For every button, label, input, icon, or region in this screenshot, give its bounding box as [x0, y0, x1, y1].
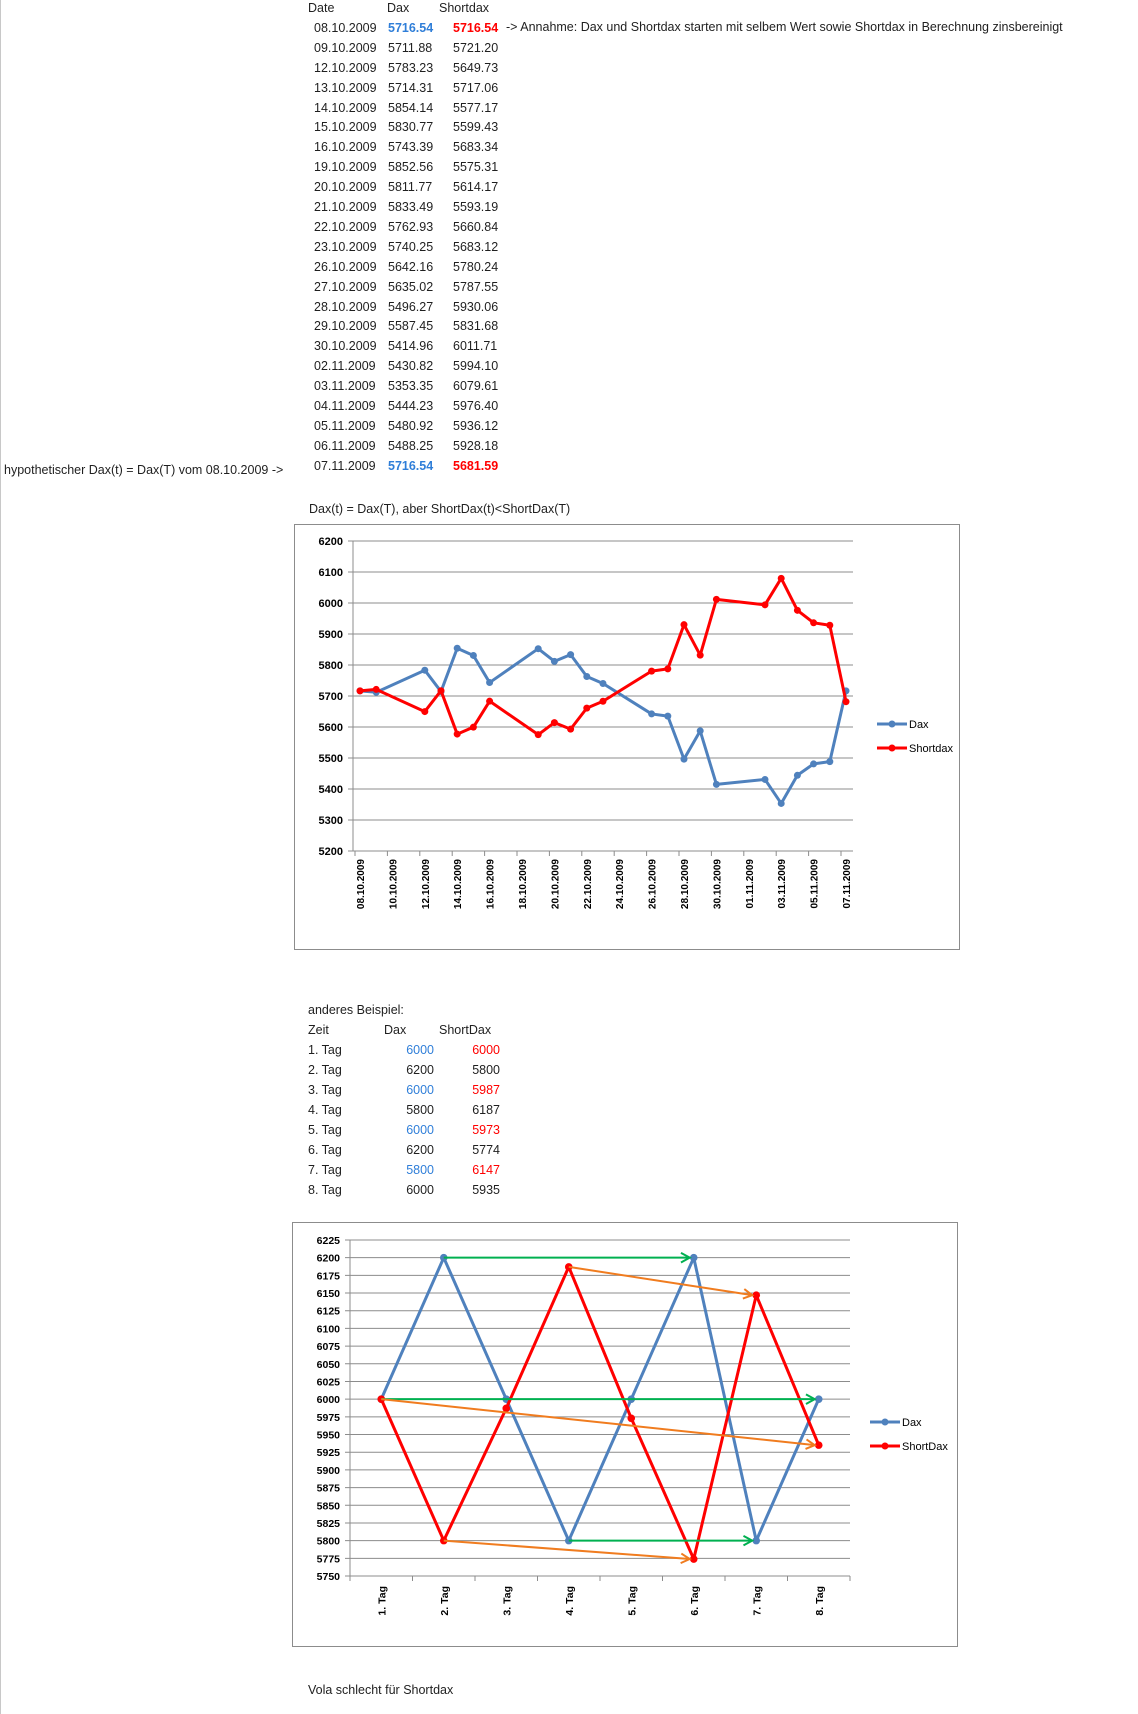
table1-dax-cell: 5743.39 — [388, 140, 434, 155]
x-tick-label: 1. Tag — [376, 1586, 389, 1616]
table2-dax-cell: 6200 — [406, 1063, 434, 1077]
x-tick-label: 3. Tag — [501, 1586, 514, 1616]
chart1-svg — [295, 525, 959, 949]
table1-date-cell: 04.11.2009 — [314, 399, 376, 413]
data-point — [470, 724, 477, 731]
table1-dax-cell: 5480.92 — [388, 418, 434, 433]
y-tick-label: 5800 — [316, 1535, 340, 1548]
table1-date-cell: 03.11.2009 — [314, 379, 376, 394]
data-point — [600, 680, 607, 687]
x-tick-label: 20.10.2009 — [550, 859, 562, 910]
data-point — [486, 698, 493, 705]
table1-date-cell: 16.10.2009 — [314, 140, 377, 155]
table1-shortdax-cell: 5683.12 — [453, 239, 499, 254]
table2-shortdax-cell: 5800 — [472, 1063, 500, 1077]
chart1-title: Dax(t) = Dax(T), aber ShortDax(t)<ShortDax(T) — [309, 502, 571, 516]
table1-date-cell: 12.10.2009 — [314, 60, 377, 75]
table2-day-cell: 6. Tag — [308, 1143, 342, 1157]
table1-date-cell: 26.10.2009 — [314, 259, 377, 274]
table1-dax-cell: 5740.25 — [388, 239, 434, 254]
data-point — [794, 772, 801, 779]
data-point — [648, 668, 655, 675]
table2-dax-cell: 5800 — [406, 1163, 434, 1177]
data-point — [681, 756, 688, 763]
data-point — [567, 651, 574, 658]
table1-dax-cell: 5635.02 — [388, 279, 434, 294]
table1-shortdax-cell: 5649.73 — [453, 60, 499, 75]
data-point — [454, 645, 461, 652]
table1-shortdax-cell: 5831.68 — [453, 319, 499, 334]
table1-dax-cell: 5414.96 — [388, 339, 434, 354]
data-point — [551, 658, 558, 665]
table1-dax-cell: 5854.14 — [388, 100, 434, 115]
y-tick-label: 6075 — [316, 1341, 340, 1354]
x-tick-label: 28.10.2009 — [680, 859, 691, 910]
table1-header: Date — [308, 1, 335, 15]
table1-dax-cell: 5762.93 — [388, 219, 434, 234]
table1-shortdax-cell: 5575.31 — [453, 160, 499, 175]
table1-date-cell: 23.10.2009 — [314, 239, 377, 254]
table1-dax-cell: 5711.88 — [388, 40, 433, 55]
table1-date-cell: 20.10.2009 — [314, 180, 377, 195]
table2-dax-cell: 6000 — [406, 1043, 434, 1057]
y-tick-label: 5900 — [316, 1464, 340, 1477]
table1-shortdax-cell: 5928.18 — [453, 438, 499, 453]
series-line-shortdax — [360, 578, 846, 734]
table2-shortdax-cell: 6000 — [472, 1043, 500, 1057]
chart2-svg — [293, 1223, 957, 1646]
table2-header: Zeit — [308, 1023, 329, 1037]
data-point — [826, 758, 833, 765]
table2-header: ShortDax — [439, 1023, 492, 1037]
x-tick-label: 5. Tag — [626, 1586, 639, 1616]
y-tick-label: 5850 — [316, 1500, 340, 1513]
table2-shortdax-cell: 6187 — [472, 1103, 500, 1117]
table1-date-cell: 21.10.2009 — [314, 200, 377, 214]
hypothetical-dax-label: hypothetischer Dax(t) = Dax(T) vom 08.10.2009 -> — [4, 463, 284, 477]
data-point — [762, 776, 769, 783]
data-point — [826, 622, 833, 629]
data-point — [627, 1414, 635, 1422]
table1-shortdax-cell: 5780.24 — [453, 259, 499, 274]
y-tick-label: 6100 — [318, 567, 343, 579]
table1-dax-cell: 5714.31 — [388, 80, 434, 95]
data-point — [697, 652, 704, 659]
table1-shortdax-cell: 6011.71 — [453, 339, 498, 354]
table1-date-cell: 29.10.2009 — [314, 319, 377, 334]
y-tick-label: 5600 — [318, 722, 343, 734]
table1-dax-cell: 5430.82 — [388, 359, 434, 374]
y-tick-label: 5750 — [316, 1571, 340, 1583]
table2-dax-cell: 5800 — [406, 1103, 434, 1117]
table1-date-cell: 06.11.2009 — [314, 438, 376, 453]
table1-dax-cell: 5642.16 — [388, 259, 434, 274]
x-tick-label: 24.10.2009 — [615, 859, 627, 910]
x-tick-label: 30.10.2009 — [712, 859, 724, 910]
x-tick-label: 18.10.2009 — [518, 859, 529, 910]
table2-shortdax-cell: 5774 — [472, 1143, 500, 1157]
data-point — [794, 607, 801, 614]
table1-shortdax-cell: 5936.12 — [453, 418, 499, 433]
table1-date-cell: 13.10.2009 — [314, 80, 377, 95]
data-point — [697, 727, 704, 734]
data-point — [421, 708, 428, 715]
sheet-left-edge — [0, 0, 1, 1714]
data-point — [551, 719, 558, 726]
table1-shortdax-cell: 5721.20 — [453, 40, 499, 55]
table1-shortdax-cell: 5681.59 — [453, 458, 499, 473]
data-point — [664, 713, 671, 720]
x-tick-label: 08.10.2009 — [356, 859, 367, 910]
table1-dax-cell: 5833.49 — [388, 200, 434, 214]
table1-shortdax-cell: 5599.43 — [453, 120, 499, 135]
table2-day-cell: 4. Tag — [308, 1103, 342, 1117]
x-tick-label: 8. Tag — [813, 1586, 826, 1616]
data-point — [438, 687, 445, 694]
y-tick-label: 6150 — [316, 1288, 340, 1301]
x-tick-label: 07.11.2009 — [842, 859, 853, 909]
data-point — [567, 726, 574, 733]
table1-date-cell: 05.11.2009 — [314, 418, 376, 433]
x-tick-label: 22.10.2009 — [582, 859, 594, 910]
annotation-arrow — [381, 1399, 815, 1445]
table2-day-cell: 3. Tag — [308, 1083, 342, 1097]
y-tick-label: 5500 — [318, 753, 343, 765]
data-point — [454, 731, 461, 738]
y-tick-label: 5975 — [316, 1411, 340, 1424]
legend-marker — [889, 721, 896, 728]
x-tick-label: 12.10.2009 — [420, 859, 432, 910]
table1-date-cell: 07.11.2009 — [314, 458, 376, 473]
table1-shortdax-cell: 5930.06 — [453, 299, 499, 314]
y-tick-label: 5900 — [318, 629, 343, 641]
table1-date-cell: 30.10.2009 — [314, 339, 377, 354]
table1-shortdax-cell: 5717.06 — [453, 80, 499, 95]
table1-dax-cell: 5716.54 — [388, 458, 434, 473]
data-point — [583, 705, 590, 712]
table2-dax-cell: 6000 — [406, 1083, 434, 1097]
assumption-note: -> Annahme: Dax und Shortdax starten mit selbem Wert sowie Shortdax in Berechnung zinsbereinigt — [506, 20, 1063, 34]
annotation-arrow — [569, 1267, 753, 1295]
y-tick-label: 6050 — [316, 1358, 340, 1371]
x-tick-label: 03.11.2009 — [777, 859, 789, 909]
table2-day-cell: 2. Tag — [308, 1063, 342, 1077]
chart2-area[interactable] — [292, 1222, 958, 1647]
x-tick-label: 6. Tag — [688, 1586, 701, 1616]
example2-title: anderes Beispiel: — [308, 1003, 404, 1017]
data-point — [810, 760, 817, 767]
table1-date-cell: 22.10.2009 — [314, 219, 377, 234]
table1-shortdax-cell: 5577.17 — [453, 100, 499, 115]
table2-day-cell: 8. Tag — [308, 1183, 342, 1197]
y-tick-label: 5700 — [318, 691, 343, 703]
x-tick-label: 01.11.2009 — [744, 859, 756, 909]
table1-date-cell: 15.10.2009 — [314, 120, 377, 135]
x-tick-label: 14.10.2009 — [453, 859, 465, 910]
y-tick-label: 5775 — [316, 1553, 340, 1566]
data-point — [535, 645, 542, 652]
data-point — [583, 673, 590, 680]
y-tick-label: 6200 — [316, 1252, 340, 1265]
data-point — [421, 667, 428, 674]
x-tick-label: 26.10.2009 — [647, 859, 659, 910]
data-point — [357, 687, 364, 694]
y-tick-label: 5200 — [318, 846, 343, 858]
y-tick-label: 5400 — [318, 784, 343, 796]
table1-dax-cell: 5852.56 — [388, 160, 434, 175]
table1-dax-cell: 5716.54 — [388, 20, 434, 35]
x-tick-label: 16.10.2009 — [485, 859, 497, 910]
data-point — [810, 619, 817, 626]
y-tick-label: 6200 — [318, 536, 343, 548]
legend-marker — [889, 745, 896, 752]
table1-dax-cell: 5830.77 — [388, 120, 434, 135]
data-point — [470, 652, 477, 659]
table1-header: Shortdax — [439, 1, 490, 15]
table1-shortdax-cell: 5593.19 — [453, 200, 499, 214]
x-tick-label: 05.11.2009 — [809, 859, 821, 909]
y-tick-label: 5950 — [316, 1429, 340, 1442]
table1-shortdax-cell: 5976.40 — [453, 399, 499, 413]
data-point — [778, 575, 785, 582]
data-point — [502, 1405, 510, 1413]
table2-shortdax-cell: 5935 — [472, 1183, 500, 1197]
y-tick-label: 6100 — [316, 1323, 340, 1336]
x-tick-label: 7. Tag — [751, 1586, 764, 1616]
y-tick-label: 6225 — [316, 1235, 340, 1247]
x-tick-label: 2. Tag — [438, 1586, 451, 1616]
data-point — [843, 698, 850, 705]
table2-day-cell: 1. Tag — [308, 1043, 342, 1057]
y-tick-label: 5300 — [318, 815, 343, 827]
y-tick-label: 6025 — [316, 1376, 340, 1389]
data-point — [713, 596, 720, 603]
table1-shortdax-cell: 5716.54 — [453, 20, 499, 35]
table1-date-cell: 27.10.2009 — [314, 279, 377, 294]
legend-label: Dax — [902, 1417, 922, 1429]
y-tick-label: 6125 — [316, 1305, 340, 1318]
data-point — [373, 686, 380, 693]
table1-date-cell: 02.11.2009 — [314, 359, 376, 374]
table1-date-cell: 28.10.2009 — [314, 299, 377, 314]
table2-day-cell: 7. Tag — [308, 1163, 342, 1177]
y-tick-label: 6000 — [318, 598, 343, 610]
table1-shortdax-cell: 5683.34 — [453, 140, 499, 155]
table1-dax-cell: 5811.77 — [388, 180, 433, 195]
table1-dax-cell: 5783.23 — [388, 60, 434, 75]
table1-header: Dax — [387, 1, 410, 15]
y-tick-label: 5875 — [316, 1482, 340, 1495]
series-line-dax — [360, 648, 846, 803]
y-tick-label: 5925 — [316, 1447, 340, 1460]
table1-dax-cell: 5444.23 — [388, 399, 434, 413]
table1-shortdax-cell: 5994.10 — [453, 359, 499, 374]
data-point — [713, 781, 720, 788]
data-point — [762, 601, 769, 608]
chart1-area[interactable] — [294, 524, 960, 950]
table1-dax-cell: 5353.35 — [388, 379, 434, 394]
table2-shortdax-cell: 5973 — [472, 1123, 500, 1137]
table2-day-cell: 5. Tag — [308, 1123, 342, 1137]
table2-shortdax-cell: 6147 — [472, 1163, 500, 1177]
table1-date-cell: 14.10.2009 — [314, 100, 377, 115]
table2-dax-cell: 6200 — [406, 1143, 434, 1157]
data-point — [600, 698, 607, 705]
x-tick-label: 4. Tag — [563, 1586, 576, 1616]
legend-label: Shortdax — [909, 743, 954, 755]
legend-label: Dax — [909, 719, 929, 731]
data-point — [648, 710, 655, 717]
table1-date-cell: 09.10.2009 — [314, 40, 377, 55]
table2-dax-cell: 6000 — [406, 1183, 434, 1197]
table1-dax-cell: 5496.27 — [388, 299, 434, 314]
data-point — [664, 665, 671, 672]
data-point — [681, 621, 688, 628]
table2-dax-cell: 6000 — [406, 1123, 434, 1137]
table1-shortdax-cell: 5660.84 — [453, 219, 499, 234]
table1-shortdax-cell: 6079.61 — [453, 379, 499, 394]
table1-dax-cell: 5488.25 — [388, 438, 434, 453]
legend-marker — [882, 1419, 889, 1426]
data-point — [778, 800, 785, 807]
y-tick-label: 5825 — [316, 1517, 340, 1530]
y-tick-label: 6000 — [316, 1394, 340, 1407]
legend-label: ShortDax — [902, 1441, 948, 1453]
table1-date-cell: 08.10.2009 — [314, 20, 377, 35]
table1-date-cell: 19.10.2009 — [314, 160, 377, 175]
legend-marker — [882, 1443, 889, 1450]
table1-shortdax-cell: 5614.17 — [453, 180, 499, 195]
x-tick-label: 10.10.2009 — [388, 859, 400, 910]
y-tick-label: 6175 — [316, 1270, 340, 1283]
table1-shortdax-cell: 5787.55 — [453, 279, 499, 294]
table1-dax-cell: 5587.45 — [388, 319, 434, 334]
data-point — [486, 679, 493, 686]
y-tick-label: 5800 — [318, 660, 343, 672]
footer-note: Vola schlecht für Shortdax — [308, 1683, 454, 1697]
data-point — [535, 731, 542, 738]
table2-shortdax-cell: 5987 — [472, 1083, 500, 1097]
table2-header: Dax — [384, 1023, 407, 1037]
